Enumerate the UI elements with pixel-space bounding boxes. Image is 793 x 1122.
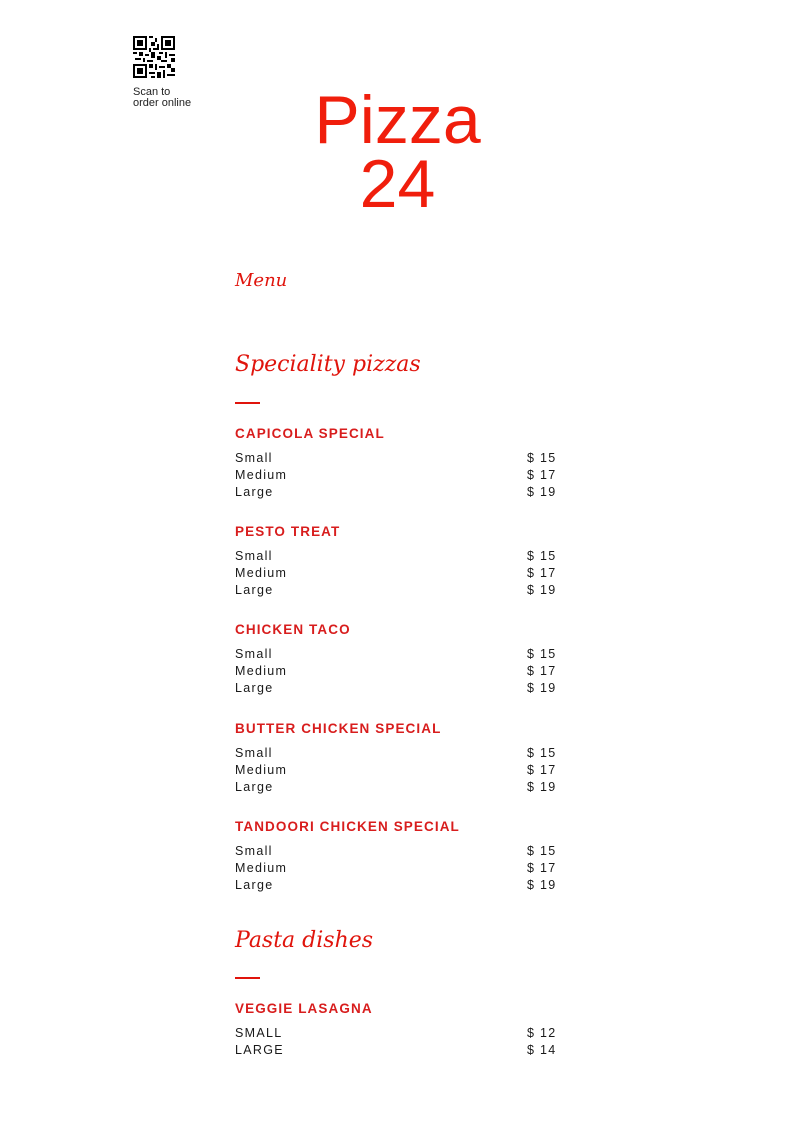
price-row [235,1025,565,1042]
price: $ 15 [527,549,557,563]
size-label: Large [235,681,274,695]
item-name: TANDOORI CHICKEN SPECIAL [235,819,460,834]
item-name: CHICKEN TACO [235,622,351,637]
price-row [235,762,565,779]
price: $ 12 [527,1026,557,1040]
section-divider [235,402,260,404]
price: $ 19 [527,780,557,794]
price-row [235,663,565,680]
price-row [235,745,565,762]
size-label: Medium [235,763,288,777]
price: $ 15 [527,746,557,760]
price: $ 19 [527,878,557,892]
size-label: LARGE [235,1043,284,1057]
price-row [235,484,565,501]
price: $ 17 [527,468,557,482]
price-row [235,680,565,697]
price: $ 14 [527,1043,557,1057]
price-row [235,1042,565,1059]
item-name: BUTTER CHICKEN SPECIAL [235,721,442,736]
price-row [235,467,565,484]
size-label: Small [235,549,273,563]
price-row [235,548,565,565]
size-label: Small [235,451,273,465]
size-label: Large [235,780,274,794]
size-label: Medium [235,664,288,678]
item-name: CAPICOLA SPECIAL [235,426,385,441]
size-label: Medium [235,468,288,482]
price: $ 19 [527,681,557,695]
size-label: Large [235,583,274,597]
section-title-speciality-pizzas: Speciality pizzas [235,352,421,377]
size-label: Large [235,878,274,892]
price-row [235,860,565,877]
price: $ 15 [527,844,557,858]
price-row [235,565,565,582]
price-row [235,779,565,796]
size-label: Medium [235,566,288,580]
size-label: Small [235,844,273,858]
price: $ 17 [527,664,557,678]
size-label: SMALL [235,1026,283,1040]
price-row [235,450,565,467]
item-name: PESTO TREAT [235,524,341,539]
price: $ 15 [527,451,557,465]
size-label: Medium [235,861,288,875]
price: $ 15 [527,647,557,661]
qr-caption: Scan to order online [133,86,192,109]
restaurant-title: Pizza 24 [314,82,481,222]
section-title-pasta-dishes: Pasta dishes [235,928,374,953]
item-name: VEGGIE LASAGNA [235,1001,373,1016]
price: $ 17 [527,763,557,777]
price: $ 19 [527,485,557,499]
price-row [235,843,565,860]
menu-label: Menu [235,270,288,291]
price-row [235,582,565,599]
size-label: Large [235,485,274,499]
qr-code[interactable] [133,36,175,78]
price: $ 17 [527,861,557,875]
price-row [235,646,565,663]
price-row [235,877,565,894]
size-label: Small [235,746,273,760]
price: $ 19 [527,583,557,597]
price: $ 17 [527,566,557,580]
size-label: Small [235,647,273,661]
section-divider [235,977,260,979]
